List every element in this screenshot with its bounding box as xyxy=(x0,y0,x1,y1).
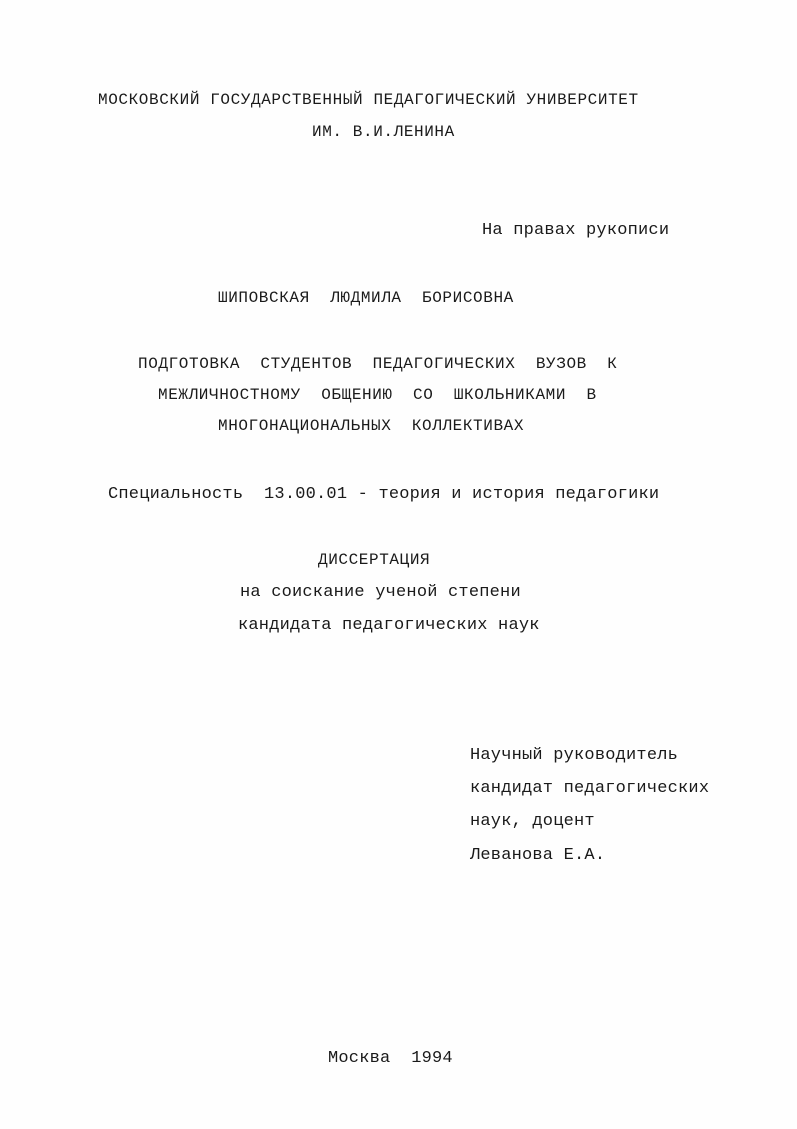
supervisor-heading: Научный руководитель xyxy=(470,746,679,765)
work-type-field: кандидата педагогических наук xyxy=(238,616,540,635)
work-type-degree: на соискание ученой степени xyxy=(240,583,521,602)
work-type-label: ДИССЕРТАЦИЯ xyxy=(318,551,431,569)
thesis-title-line-3: МНОГОНАЦИОНАЛЬНЫХ КОЛЛЕКТИВАХ xyxy=(218,417,525,435)
supervisor-name: Леванова Е.А. xyxy=(470,846,606,865)
specialty: Специальность 13.00.01 - теория и история педагогики xyxy=(108,485,660,504)
author-name: ШИПОВСКАЯ ЛЮДМИЛА БОРИСОВНА xyxy=(218,289,514,307)
thesis-title-line-2: МЕЖЛИЧНОСТНОМУ ОБЩЕНИЮ СО ШКОЛЬНИКАМИ В xyxy=(158,386,597,404)
supervisor-degree: кандидат педагогических xyxy=(470,779,710,798)
university-named-after: ИМ. В.И.ЛЕНИНА xyxy=(312,123,455,141)
manuscript-note: На правах рукописи xyxy=(482,221,670,240)
thesis-title-line-1: ПОДГОТОВКА СТУДЕНТОВ ПЕДАГОГИЧЕСКИХ ВУЗОВ К xyxy=(138,355,618,373)
university-name: МОСКОВСКИЙ ГОСУДАРСТВЕННЫЙ ПЕДАГОГИЧЕСКИЙ УНИВЕРСИТЕТ xyxy=(98,91,639,109)
supervisor-rank: наук, доцент xyxy=(470,812,595,831)
city-and-year: Москва 1994 xyxy=(328,1049,453,1068)
